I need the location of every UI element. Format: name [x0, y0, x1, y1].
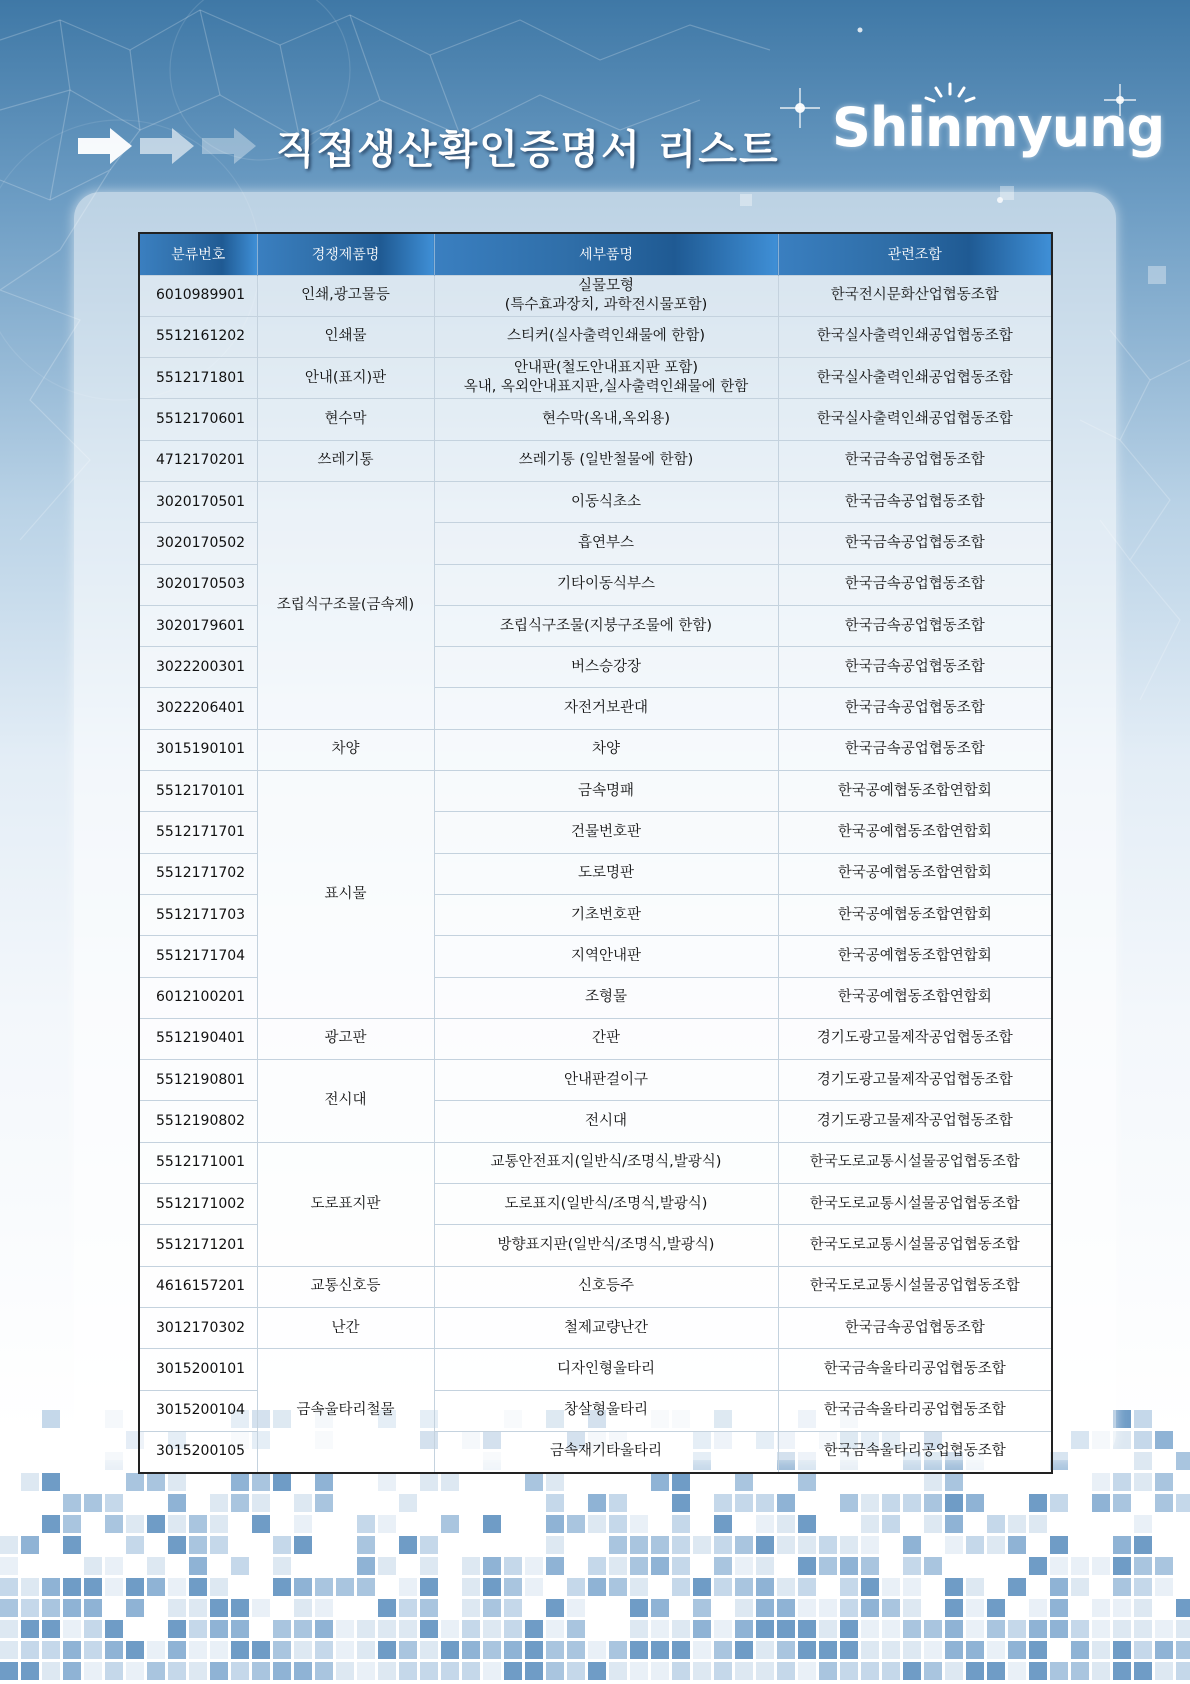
related-union: 한국금속공업협동조합 — [778, 1307, 1052, 1348]
detail-item-line: 조형물 — [584, 989, 628, 1006]
table-row — [139, 1349, 1052, 1390]
classification-code: 3015200101 — [139, 1349, 257, 1390]
product-group: 전시대 — [257, 1060, 434, 1143]
detail-item — [434, 1307, 778, 1348]
detail-item-line: 방향표지판(일반식/조명식,발광식) — [497, 1236, 715, 1253]
detail-item — [434, 564, 778, 605]
related-union: 한국도로교통시설물공업협동조합 — [778, 1142, 1052, 1183]
detail-item-line: 현수막(옥내,옥외용) — [542, 411, 670, 428]
product-group: 도로표지판 — [257, 1142, 434, 1266]
detail-item — [434, 1431, 778, 1473]
table-row — [139, 316, 1052, 357]
page-title: 직접생산확인증명서 리스트 — [276, 127, 780, 173]
detail-item — [434, 688, 778, 729]
classification-code: 5512171201 — [139, 1225, 257, 1266]
product-group: 금속울타리철물 — [257, 1349, 434, 1473]
table-row — [139, 440, 1052, 481]
classification-code: 5512171704 — [139, 936, 257, 977]
related-union: 경기도광고물제작공업협동조합 — [778, 1018, 1052, 1059]
detail-item — [434, 275, 778, 316]
detail-item-line: (특수효과장치, 과학전시물포함) — [504, 296, 708, 313]
classification-code: 3020179601 — [139, 605, 257, 646]
table-body — [139, 275, 1052, 1473]
brand-logo: Shinmyung — [832, 96, 1165, 159]
related-union: 한국도로교통시설물공업협동조합 — [778, 1225, 1052, 1266]
table-row — [139, 275, 1052, 316]
table-row — [139, 399, 1052, 440]
header-code: 분류번호 — [139, 233, 257, 275]
detail-item — [434, 1184, 778, 1225]
detail-item — [434, 1266, 778, 1307]
classification-code: 6012100201 — [139, 977, 257, 1018]
classification-code: 3022200301 — [139, 647, 257, 688]
related-union: 경기도광고물제작공업협동조합 — [778, 1101, 1052, 1142]
classification-code: 5512170101 — [139, 771, 257, 812]
related-union: 한국전시문화산업협동조합 — [778, 275, 1052, 316]
detail-item-line: 도로명판 — [577, 865, 635, 882]
classification-code: 3022206401 — [139, 688, 257, 729]
classification-code: 3015200104 — [139, 1390, 257, 1431]
related-union: 한국공예협동조합연합회 — [778, 812, 1052, 853]
detail-item — [434, 605, 778, 646]
detail-item — [434, 853, 778, 894]
related-union: 한국금속울타리공업협동조합 — [778, 1349, 1052, 1390]
detail-item — [434, 729, 778, 770]
related-union: 경기도광고물제작공업협동조합 — [778, 1060, 1052, 1101]
product-group: 현수막 — [257, 399, 434, 440]
detail-item-line: 자전거보관대 — [563, 700, 649, 717]
arrow-icons — [78, 126, 258, 166]
classification-code: 5512190801 — [139, 1060, 257, 1101]
header-item: 세부품명 — [434, 233, 778, 275]
product-group: 광고판 — [257, 1018, 434, 1059]
detail-item-line: 디자인형울타리 — [556, 1360, 656, 1377]
detail-item — [434, 1390, 778, 1431]
certificate-table — [138, 232, 1053, 1474]
related-union: 한국금속울타리공업협동조합 — [778, 1390, 1052, 1431]
classification-code: 3020170502 — [139, 523, 257, 564]
detail-item — [434, 440, 778, 481]
related-union: 한국공예협동조합연합회 — [778, 894, 1052, 935]
classification-code: 5512190401 — [139, 1018, 257, 1059]
classification-code: 5512171703 — [139, 894, 257, 935]
product-group: 인쇄물 — [257, 316, 434, 357]
related-union: 한국도로교통시설물공업협동조합 — [778, 1184, 1052, 1225]
header-product: 경쟁제품명 — [257, 233, 434, 275]
table-row — [139, 771, 1052, 812]
detail-item — [434, 316, 778, 357]
classification-code: 5512161202 — [139, 316, 257, 357]
table-row — [139, 1060, 1052, 1101]
detail-item — [434, 977, 778, 1018]
table-row — [139, 729, 1052, 770]
table-row — [139, 1142, 1052, 1183]
detail-item-line: 금속명패 — [577, 782, 635, 799]
product-group: 난간 — [257, 1307, 434, 1348]
table-row — [139, 358, 1052, 399]
related-union: 한국공예협동조합연합회 — [778, 977, 1052, 1018]
detail-item-line: 교통안전표지(일반식/조명식,발광식) — [490, 1154, 722, 1171]
classification-code: 5512171702 — [139, 853, 257, 894]
detail-item — [434, 358, 778, 399]
detail-item-line: 신호등주 — [577, 1278, 635, 1295]
classification-code: 3020170503 — [139, 564, 257, 605]
classification-code: 5512171701 — [139, 812, 257, 853]
table-row — [139, 1018, 1052, 1059]
detail-item-line: 지역안내판 — [570, 947, 642, 964]
product-group: 차양 — [257, 729, 434, 770]
detail-item-line: 철제교량난간 — [563, 1319, 649, 1336]
classification-code: 5512170601 — [139, 399, 257, 440]
related-union: 한국금속공업협동조합 — [778, 481, 1052, 522]
classification-code: 3015190101 — [139, 729, 257, 770]
related-union: 한국금속공업협동조합 — [778, 729, 1052, 770]
related-union: 한국실사출력인쇄공업협동조합 — [778, 399, 1052, 440]
detail-item — [434, 523, 778, 564]
related-union: 한국공예협동조합연합회 — [778, 771, 1052, 812]
related-union: 한국공예협동조합연합회 — [778, 853, 1052, 894]
detail-item — [434, 1060, 778, 1101]
classification-code: 5512171002 — [139, 1184, 257, 1225]
related-union: 한국실사출력인쇄공업협동조합 — [778, 316, 1052, 357]
detail-item — [434, 647, 778, 688]
detail-item-line: 건물번호판 — [570, 824, 642, 840]
detail-item-line: 창살형울타리 — [563, 1402, 649, 1419]
classification-code: 5512171001 — [139, 1142, 257, 1183]
table-row — [139, 1266, 1052, 1307]
table-row — [139, 481, 1052, 522]
detail-item-line: 금속재기타울타리 — [549, 1443, 663, 1460]
related-union: 한국금속공업협동조합 — [778, 440, 1052, 481]
table-header-row — [139, 233, 1052, 275]
classification-code: 4616157201 — [139, 1266, 257, 1307]
detail-item-line: 전시대 — [584, 1113, 628, 1130]
related-union: 한국금속공업협동조합 — [778, 523, 1052, 564]
classification-code: 3020170501 — [139, 481, 257, 522]
detail-item — [434, 481, 778, 522]
product-group: 조립식구조물(금속제) — [257, 481, 434, 729]
detail-item-line: 기초번호판 — [570, 906, 642, 923]
related-union: 한국금속공업협동조합 — [778, 647, 1052, 688]
related-union: 한국도로교통시설물공업협동조합 — [778, 1266, 1052, 1307]
product-group: 표시물 — [257, 771, 434, 1019]
table-row — [139, 1307, 1052, 1348]
classification-code: 5512171801 — [139, 358, 257, 399]
detail-item — [434, 771, 778, 812]
detail-item — [434, 1225, 778, 1266]
detail-item-line: 스티커(실사출력인쇄물에 한함) — [506, 328, 705, 345]
detail-item-line: 버스승강장 — [570, 658, 642, 675]
detail-item-line: 안내판(철도안내표지판 포함) — [513, 360, 698, 377]
related-union: 한국금속공업협동조합 — [778, 605, 1052, 646]
classification-code: 3012170302 — [139, 1307, 257, 1348]
detail-item-line: 조립식구조물(지붕구조물에 한함) — [499, 617, 713, 634]
related-union: 한국실사출력인쇄공업협동조합 — [778, 358, 1052, 399]
detail-item — [434, 812, 778, 853]
related-union: 한국금속울타리공업협동조합 — [778, 1431, 1052, 1473]
detail-item — [434, 1018, 778, 1059]
related-union: 한국금속공업협동조합 — [778, 688, 1052, 729]
detail-item — [434, 936, 778, 977]
detail-item-line: 이동식초소 — [570, 493, 642, 510]
detail-item-line: 실물모형 — [577, 277, 635, 294]
classification-code: 5512190802 — [139, 1101, 257, 1142]
detail-item — [434, 894, 778, 935]
classification-code: 6010989901 — [139, 275, 257, 316]
detail-item — [434, 1101, 778, 1142]
detail-item-line: 도로표지(일반식/조명식,발광식) — [504, 1195, 708, 1212]
product-group: 쓰레기통 — [257, 440, 434, 481]
detail-item — [434, 399, 778, 440]
detail-item-line: 기타이동식부스 — [556, 576, 656, 593]
detail-item — [434, 1142, 778, 1183]
detail-item-line: 흡연부스 — [577, 534, 635, 551]
product-group: 안내(표지)판 — [257, 358, 434, 399]
header-union: 관련조합 — [778, 233, 1052, 275]
classification-code: 4712170201 — [139, 440, 257, 481]
detail-item-line: 쓰레기통 (일반철물에 한함) — [518, 452, 694, 469]
detail-item — [434, 1349, 778, 1390]
product-group: 교통신호등 — [257, 1266, 434, 1307]
detail-item-line: 간판 — [591, 1030, 620, 1047]
related-union: 한국공예협동조합연합회 — [778, 936, 1052, 977]
related-union: 한국금속공업협동조합 — [778, 564, 1052, 605]
product-group: 인쇄,광고물등 — [257, 275, 434, 316]
detail-item-line: 옥내, 옥외안내표지판,실사출력인쇄물에 한함 — [463, 379, 749, 396]
classification-code: 3015200105 — [139, 1431, 257, 1473]
detail-item-line: 차양 — [591, 741, 620, 758]
detail-item-line: 안내판걸이구 — [563, 1071, 649, 1088]
